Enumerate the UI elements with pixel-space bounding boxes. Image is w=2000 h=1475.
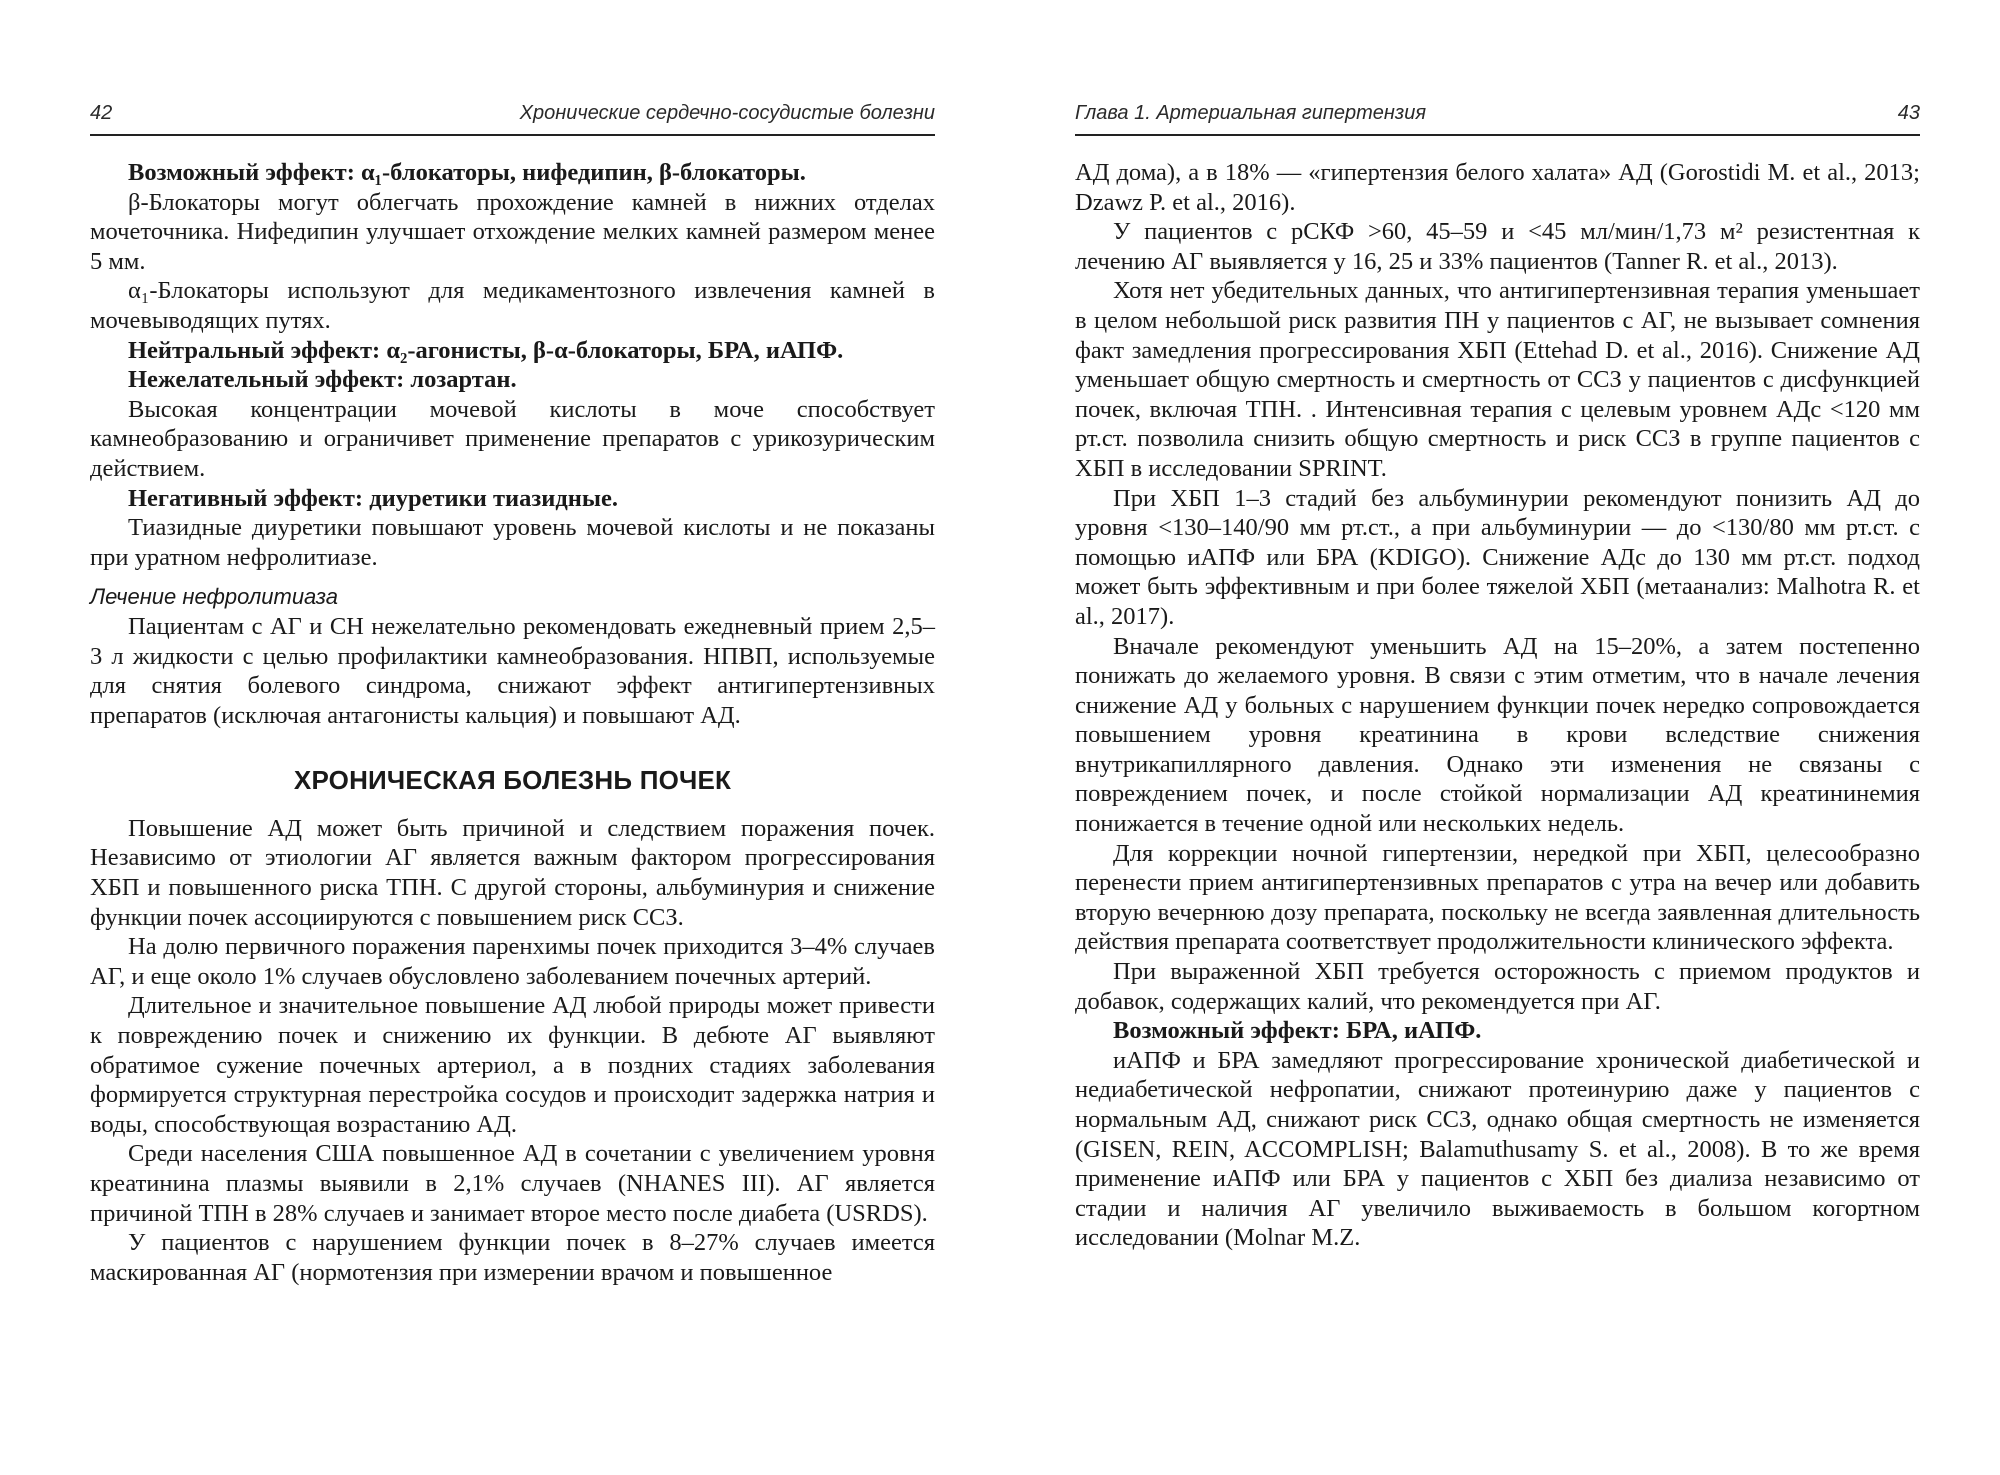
paragraph: Негативный эффект: диуретики тиазидные.: [128, 484, 618, 512]
running-title: Глава 1. Артериальная гипертензия: [1075, 102, 1427, 124]
paragraph: Длительное и значительное повышение АД любой природы может привести к повреждению почек и снижению их функции. В дебюте АГ выявляют обратимое сужение почечных артериол, а в поздних стадиях заболевания формируется структурная перестройка сосудов и происходит задержка натрия и воды, способствующая возрастанию АД.: [90, 992, 935, 1138]
paragraph: Нежелательный эффект: лозартан.: [128, 366, 517, 394]
right-page: [1075, 0, 1920, 1475]
paragraph: Тиазидные диуретики повышают уровень мочевой кислоты и не показаны при уратном нефролитиазе.: [90, 514, 935, 571]
paragraph: Возможный эффект: α₁-блокаторы, нифедипин, β-блокаторы.: [128, 159, 806, 186]
page-number: 43: [1897, 102, 1920, 124]
subheading: Лечение нефролитиаза: [90, 584, 339, 610]
paragraph: иАПФ и БРА замедляют прогрессирование хронической диабетической и недиабетической нефропатии, снижают протеинурию даже у пациентов с нормальным АД, снижают риск ССЗ, однако общая смертность не изменяется (GISEN, REIN, ACCOMPLISH; Balamuthusamy S. et al., 2008). В то же время применение иАПФ или БРА у пациентов с ХБП без диализа независимо от стадии и наличия АГ увеличило выживаемость в большом когортном исследовании (Molnar M.Z.: [1075, 1046, 1920, 1252]
paragraph: При выраженной ХБП требуется осторожность с приемом продуктов и добавок, содержащих калий, что рекомендуется при АГ.: [1075, 958, 1920, 1015]
left-page-header: [90, 98, 935, 136]
paragraph: β-Блокаторы могут облегчать прохождение камней в нижних отделах мочеточника. Нифедипин улучшает отхождение мелких камней размером менее 5 мм.: [90, 188, 935, 275]
paragraph: У пациентов с рСКФ >60, 45–59 и <45 мл/мин/1,73 м² резистентная к лечению АГ выявляется у 16, 25 и 33% пациентов (Tanner R. et al., 2013).: [1075, 218, 1920, 275]
paragraph: α₁-Блокаторы используют для медикаментозного извлечения камней в мочевыводящих путях.: [90, 277, 935, 334]
left-page-body: [90, 158, 935, 1287]
paragraph: Среди населения США повышенное АД в сочетании с увеличением уровня креатинина плазмы выявили в 2,1% случаев (NHANES III). АГ является причиной ТПН в 28% случаев и занимает второе место после диабета (USRDS).: [90, 1140, 935, 1227]
page-number: 42: [90, 102, 113, 124]
section-heading: ХРОНИЧЕСКАЯ БОЛЕЗНЬ ПОЧЕК: [293, 765, 732, 796]
running-title: Хронические сердечно-сосудистые болезни: [519, 102, 935, 124]
paragraph: На долю первичного поражения паренхимы почек приходится 3–4% случаев АГ, и еще около 1% случаев обусловлено заболеванием почечных артерий.: [90, 933, 935, 990]
paragraph: Нейтральный эффект: α₂-агонисты, β-α-блокаторы, БРА, иАПФ.: [128, 336, 844, 364]
paragraph: Вначале рекомендуют уменьшить АД на 15–20%, а затем постепенно понижать до желаемого уровня. В связи с этим отметим, что в начале лечения снижение АД у больных с нарушением функции почек нередко сопровождается повышением уровня креатинина в крови вследствие снижения внутрикапиллярного давления. Однако эти изменения не связаны с повреждением почек, и после стойкой нормализации АД креатининемия понижается в течение одной или нескольких недель.: [1075, 632, 1920, 838]
paragraph: У пациентов с нарушением функции почек в 8–27% случаев имеется маскированная АГ (нормотензия при измерении врачом и повышенное: [90, 1229, 935, 1286]
left-page: [90, 0, 935, 1475]
paragraph: Хотя нет убедительных данных, что антигипертензивная терапия уменьшает в целом небольшой риск развития ПН у пациентов с АГ, не вызывает сомнения факт замедления прогрессирования ХБП (Ettehad D. et al., 2016). Снижение АД уменьшает общую смертность и смертность от ССЗ у пациентов с дисфункцией почек, включая ТПН. . Интенсивная терапия с целевым уровнем АДс <120 мм рт.ст. позволила снизить общую смертность и риск ССЗ в группе пациентов с ХБП в исследовании SPRINT.: [1075, 277, 1920, 482]
paragraph: Для коррекции ночной гипертензии, нередкой при ХБП, целесообразно перенести прием антигипертензивных препаратов с утра на вечер или добавить вторую вечернюю дозу препарата, поскольку не всегда заявленная длительность действия препарата соответствует продолжительности клинического эффекта.: [1075, 839, 1920, 956]
paragraph: Возможный эффект: БРА, иАПФ.: [1113, 1017, 1482, 1045]
paragraph: При ХБП 1–3 стадий без альбуминурии рекомендуют понизить АД до уровня <130–140/90 мм рт.ст., а при альбуминурии — до <130/80 мм рт.ст. с помощью иАПФ или БРА (KDIGO). Снижение АДс до 130 мм рт.ст. подход может быть эффективным и при более тяжелой ХБП (метаанализ: Malhotra R. et al., 2017).: [1075, 484, 1920, 630]
right-page-header: [1075, 98, 1920, 136]
paragraph: Пациентам с АГ и СН нежелательно рекомендовать ежедневный прием 2,5–3 л жидкости с целью профилактики камнеобразования. НПВП, используемые для снятия болевого синдрома, снижают эффект антигипертензивных препаратов (исключая антагонисты кальция) и повышают АД.: [90, 612, 935, 729]
right-page-body: [1075, 158, 1920, 1253]
paragraph: АД дома), а в 18% — «гипертензия белого халата» АД (Gorostidi M. et al., 2013; Dzawz P. et al., 2016).: [1075, 159, 1920, 216]
paragraph: Высокая концентрации мочевой кислоты в моче способствует камнеобразованию и ограничивет применение препаратов с урикозурическим действием.: [90, 395, 935, 482]
paragraph: Повышение АД может быть причиной и следствием поражения почек. Независимо от этиологии АГ является важным фактором прогрессирования ХБП и повышенного риска ТПН. С другой стороны, альбуминурия и снижение функции почек ассоциируются с повышением риск ССЗ.: [90, 814, 935, 931]
